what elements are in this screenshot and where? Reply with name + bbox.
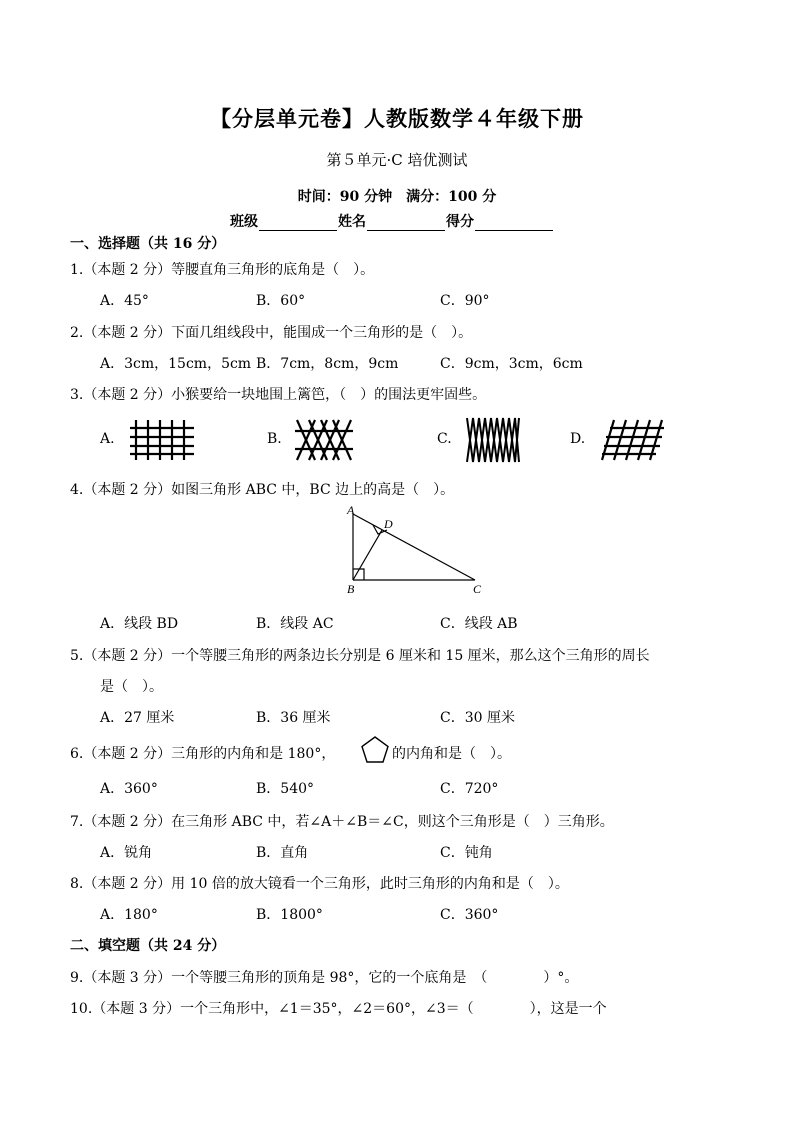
q4-option-b[interactable]: B．线段 AC — [256, 616, 334, 632]
pentagon-icon — [359, 734, 391, 766]
question-10: 10.（本题 3 分）一个三角形中，∠1＝35°，∠2＝60°，∠3＝（ ），这是一个 — [70, 1001, 607, 1017]
vertex-a-label: A — [347, 503, 355, 517]
score-label: 得分 — [446, 214, 474, 230]
q3-option-b-label[interactable]: B. — [267, 431, 282, 447]
question-3: 3.（本题 2 分）小猴要给一块地围上篱笆，（ ）的围法更牢固些。 — [70, 387, 487, 403]
vertex-d-label: D — [384, 517, 393, 531]
question-8: 8.（本题 2 分）用 10 倍的放大镜看一个三角形，此时三角形的内角和是（ ）。 — [70, 876, 569, 892]
section-heading-fill: 二、填空题（共 24 分） — [70, 938, 226, 954]
q4-option-a[interactable]: A．线段 BD — [100, 616, 179, 632]
q5-option-a[interactable]: A．27 厘米 — [100, 710, 175, 726]
question-7: 7.（本题 2 分）在三角形 ABC 中，若∠A＋∠B＝∠C，则这个三角形是（ ）三角形。 — [70, 814, 614, 830]
q2-option-c[interactable]: C．9cm，3cm，6cm — [440, 356, 583, 372]
section-heading-choice: 一、选择题（共 16 分） — [70, 236, 226, 252]
name-blank[interactable] — [367, 214, 445, 231]
q3-option-d-label[interactable]: D. — [570, 431, 586, 447]
q6-option-b[interactable]: B．540° — [256, 781, 315, 797]
q4-option-c[interactable]: C．线段 AB — [440, 616, 518, 632]
q1-option-c[interactable]: C．90° — [440, 293, 490, 309]
q5-option-c[interactable]: C．30 厘米 — [440, 710, 515, 726]
right-triangle-figure-icon — [340, 500, 490, 600]
zigzag-fence-icon[interactable] — [463, 416, 523, 464]
q3-option-c-label[interactable]: C. — [437, 431, 452, 447]
vertex-c-label: C — [473, 582, 482, 596]
question-1: 1.（本题 2 分）等腰直角三角形的底角是（ ）。 — [70, 262, 375, 278]
question-5-continued: 是（ ）。 — [100, 679, 163, 695]
q6-option-a[interactable]: A．360° — [100, 781, 158, 797]
q7-option-c[interactable]: C．钝角 — [440, 845, 493, 861]
q8-option-b[interactable]: B．1800° — [256, 907, 323, 923]
score-blank[interactable] — [475, 214, 553, 231]
q1-option-b[interactable]: B．60° — [256, 293, 306, 309]
page-subtitle: 第５单元·C 培优测试 — [326, 151, 468, 169]
q7-option-b[interactable]: B．直角 — [256, 845, 309, 861]
question-9: 9.（本题 3 分）一个等腰三角形的顶角是 98°，它的一个底角是 （ ）°。 — [70, 970, 579, 986]
q7-option-a[interactable]: A．锐角 — [100, 845, 153, 861]
page-title: 【分层单元卷】人教版数学４年级下册 — [210, 106, 584, 131]
diagonal-crossed-fence-icon[interactable] — [293, 418, 355, 462]
student-info-line — [230, 211, 554, 231]
question-2: 2.（本题 2 分）下面几组线段中，能围成一个三角形的是（ ）。 — [70, 325, 473, 341]
time-info: 时间：90 分钟 满分：100 分 — [297, 189, 497, 205]
q8-option-c[interactable]: C．360° — [440, 907, 499, 923]
vertex-b-label: B — [347, 582, 355, 596]
class-blank[interactable] — [259, 214, 337, 231]
q2-option-b[interactable]: B．7cm，8cm，9cm — [256, 356, 399, 372]
question-6-part-2: 的内角和是（ ）。 — [392, 746, 511, 762]
parallelogram-grid-fence-icon[interactable] — [598, 418, 666, 462]
question-6-part-1: 6.（本题 2 分）三角形的内角和是 180°， — [70, 746, 336, 762]
class-label: 班级 — [230, 214, 258, 230]
question-4: 4.（本题 2 分）如图三角形 ABC 中，BC 边上的高是（ ）。 — [70, 482, 455, 498]
q8-option-a[interactable]: A．180° — [100, 907, 158, 923]
square-grid-fence-icon[interactable] — [128, 418, 196, 462]
q5-option-b[interactable]: B．36 厘米 — [256, 710, 331, 726]
name-label: 姓名 — [338, 214, 366, 230]
q3-option-a-label[interactable]: A. — [100, 431, 115, 447]
question-5: 5.（本题 2 分）一个等腰三角形的两条边长分别是 6 厘米和 15 厘米，那么这个三角形的周长 — [70, 648, 650, 664]
q1-option-a[interactable]: A．45° — [100, 293, 149, 309]
q2-option-a[interactable]: A．3cm，15cm，5cm — [100, 356, 252, 372]
q6-option-c[interactable]: C．720° — [440, 781, 499, 797]
